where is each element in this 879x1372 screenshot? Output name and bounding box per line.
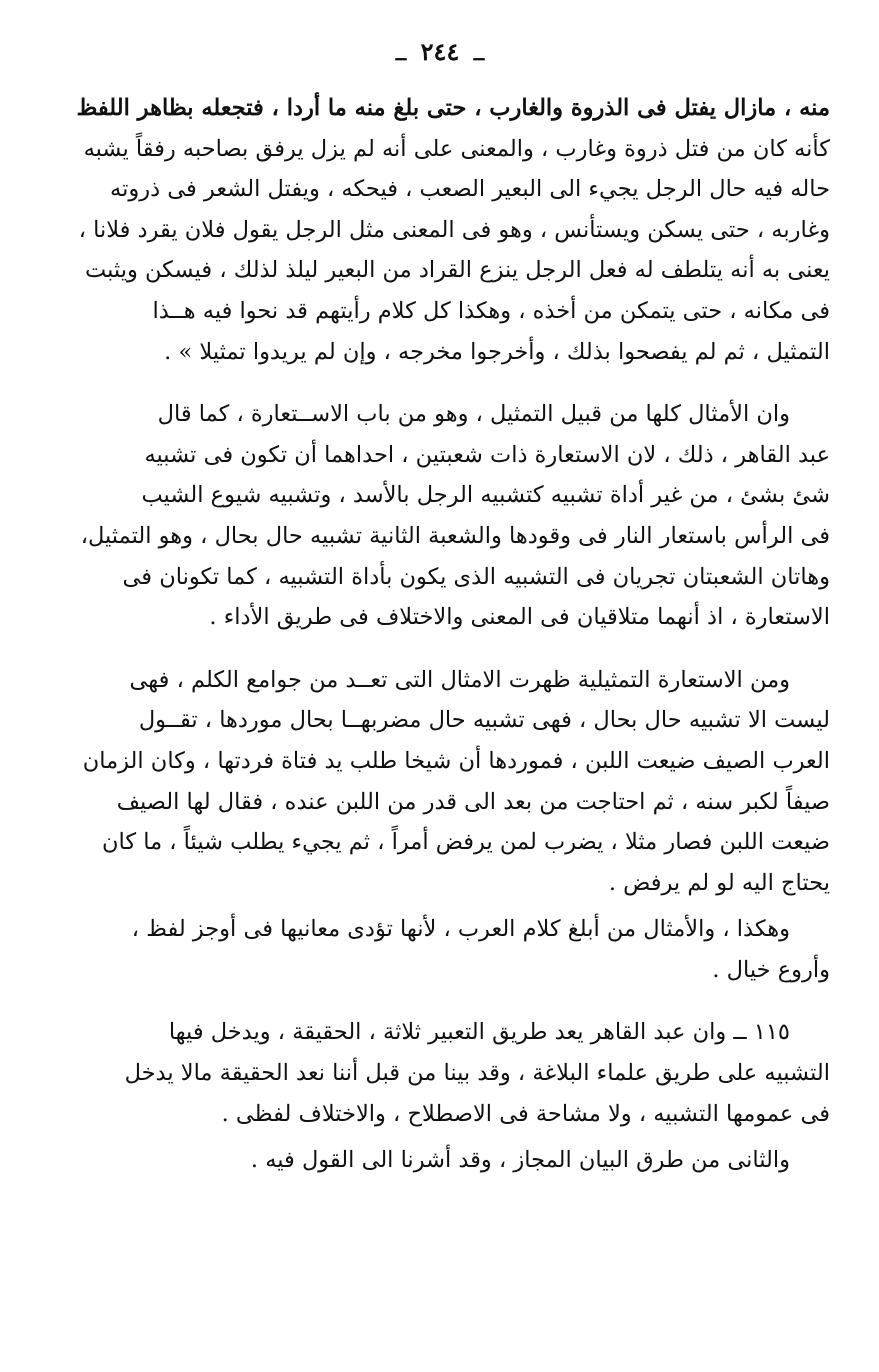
text-line: التمثيل ، ثم لم يفصحوا بذلك ، وأخرجوا مخرجه ، وإن لم يريدوا تمثيلا » . bbox=[164, 338, 830, 365]
text-line: ضيعت اللبن فصار مثلا ، يضرب لمن يرفض أمراً ، ثم يجيء يطلب شيئاً ، ما كان bbox=[101, 829, 830, 856]
paragraph-gap bbox=[50, 372, 830, 394]
text-line: فى عمومها التشبيه ، ولا مشاحة فى الاصطلاح ، والاختلاف لفظى . bbox=[221, 1100, 830, 1127]
text-line: ومن الاستعارة التمثيلية ظهرت الامثال التى تعــد من جوامع الكلم ، فهى bbox=[129, 666, 790, 693]
paragraph-6 bbox=[50, 1140, 830, 1181]
text-line: الاستعارة ، اذ أنهما متلاقيان فى المعنى والاختلاف فى طريق الأداء . bbox=[209, 604, 830, 631]
paragraph-4 bbox=[50, 909, 830, 990]
text-line: التشبيه على طريق علماء البلاغة ، وقد بينا من قبل أننا نعد الحقيقة مالا يدخل bbox=[124, 1060, 830, 1087]
paragraph-2 bbox=[50, 394, 830, 638]
paragraph-gap bbox=[50, 638, 830, 660]
text-line: شئ بشئ ، من غير أداة تشبيه كتشبيه الرجل بالأسد ، وتشبيه شيوع الشيب bbox=[141, 482, 830, 509]
text-line: حاله فيه حال الرجل يجيء الى البعير الصعب ، فيحكه ، ويفتل الشعر فى ذروته bbox=[110, 176, 830, 203]
text-line: يعنى به أنه يتلطف له فعل الرجل ينزع القراد من البعير ليلذ لذلك ، فيسكن ويثبت bbox=[85, 257, 830, 284]
text-line: ليست الا تشبيه حال بحال ، فهى تشبيه حال مضربهــا بحال موردها ، تقــول bbox=[138, 707, 830, 734]
paragraph-gap bbox=[50, 990, 830, 1012]
text-line: وهكذا ، والأمثال من أبلغ كلام العرب ، لأنها تؤدى معانيها فى أوجز لفظ ، bbox=[131, 916, 790, 943]
paragraph-1 bbox=[50, 88, 830, 372]
text-line: وأروع خيال . bbox=[712, 956, 830, 983]
text-line: وهاتان الشعبتان تجريان فى التشبيه الذى يكون بأداة التشبيه ، كما تكونان فى bbox=[122, 563, 830, 590]
paragraph-3 bbox=[50, 660, 830, 904]
text-line: والثانى من طرق البيان المجاز ، وقد أشرنا الى القول فيه . bbox=[250, 1147, 790, 1174]
text-line: العرب الصيف ضيعت اللبن ، فموردها أن شيخا طلب يد فتاة فردتها ، وكان الزمان bbox=[82, 747, 830, 774]
page-number: ٢٤٤ bbox=[420, 37, 460, 66]
text-line: فى الرأس باستعار النار فى وقودها والشعبة الثانية تشبيه حال بحال ، وهو التمثيل، bbox=[80, 522, 830, 549]
text-line: كأنه كان من فتل ذروة وغارب ، والمعنى على أنه لم يزل يرفق بصاحبه رفقاً يشبه bbox=[83, 135, 830, 162]
text-line: يحتاج اليه لو لم يرفض . bbox=[608, 869, 830, 896]
paragraph-5 bbox=[50, 1012, 830, 1134]
ornament-left-icon: ــ bbox=[473, 44, 485, 65]
page-header bbox=[50, 30, 830, 74]
ornament-right-icon: ــ bbox=[395, 44, 407, 65]
text-line: ١١٥ ــ وان عبد القاهر يعد طريق التعبير ثلاثة ، الحقيقة ، ويدخل فيها bbox=[168, 1019, 790, 1046]
text-line: فى مكانه ، حتى يتمكن من أخذه ، وهكذا كل كلام رأيتهم قد نحوا فيه هــذا bbox=[152, 297, 830, 324]
document-page bbox=[50, 30, 830, 1181]
text-line: وغاربه ، حتى يسكن ويستأنس ، وهو فى المعنى مثل الرجل يقول فلان يقرد فلانا ، bbox=[78, 216, 830, 243]
text-line: منه ، مازال يفتل فى الذروة والغارب ، حتى بلغ منه ما أردا ، فتجعله بظاهر اللفظ bbox=[76, 95, 830, 121]
text-line: وان الأمثال كلها من قبيل التمثيل ، وهو من باب الاســتعارة ، كما قال bbox=[157, 401, 790, 428]
text-line: صيفاً لكبر سنه ، ثم احتاجت من بعد الى قدر من اللبن عنده ، فقال لها الصيف bbox=[116, 788, 830, 815]
text-line: عبد القاهر ، ذلك ، لان الاستعارة ذات شعبتين ، احداهما أن تكون فى تشبيه bbox=[144, 441, 830, 468]
